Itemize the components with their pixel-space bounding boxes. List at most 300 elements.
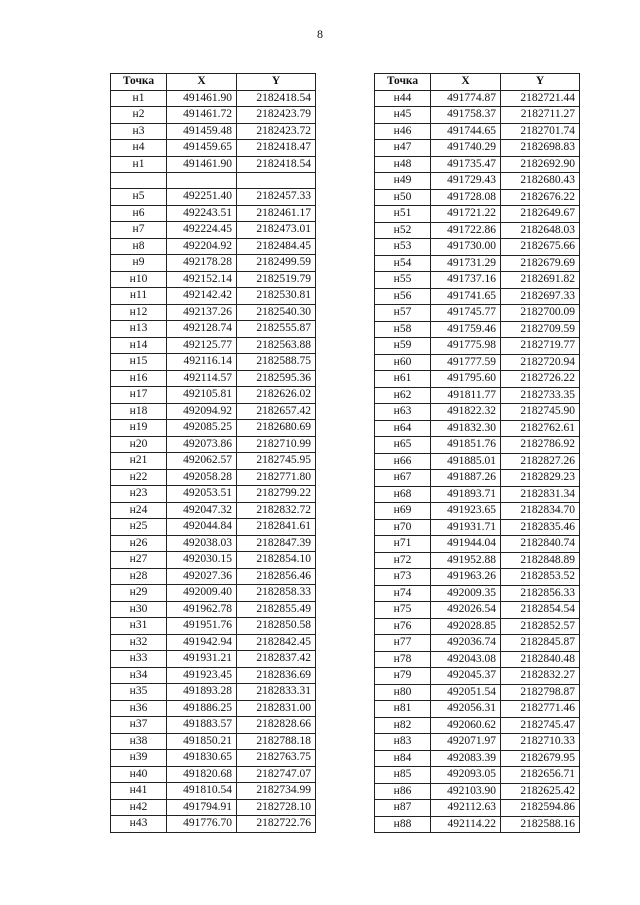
point-cell: н1 [111,90,167,107]
y-cell: 2182799.22 [237,486,316,503]
y-cell: 2182698.83 [501,140,580,157]
point-cell: н2 [111,107,167,124]
point-cell [111,173,167,189]
x-cell: 492030.15 [167,552,237,569]
point-cell: н6 [111,205,167,222]
table-row [375,189,580,206]
x-cell: 492058.28 [167,469,237,486]
x-cell: 491459.65 [167,140,237,157]
table-row [375,602,580,619]
table-row [375,734,580,751]
y-cell: 2182840.48 [501,651,580,668]
point-cell: н30 [111,601,167,618]
point-cell: н23 [111,486,167,503]
x-cell: 491721.22 [431,206,501,223]
table-row [375,272,580,289]
table-row [111,288,316,305]
y-cell: 2182676.22 [501,189,580,206]
x-cell: 491923.45 [167,667,237,684]
x-cell: 492038.03 [167,535,237,552]
y-cell: 2182657.42 [237,403,316,420]
point-cell: н87 [375,800,431,817]
table-row [375,156,580,173]
point-cell: н36 [111,700,167,717]
y-cell: 2182840.74 [501,536,580,553]
x-cell: 491810.54 [167,783,237,800]
table-row [375,222,580,239]
point-cell: н60 [375,354,431,371]
x-cell: 491851.76 [431,437,501,454]
y-cell: 2182771.46 [501,701,580,718]
x-cell: 491735.47 [431,156,501,173]
y-cell: 2182721.44 [501,90,580,107]
y-cell: 2182418.47 [237,140,316,157]
table-row [375,354,580,371]
y-cell: 2182837.42 [237,651,316,668]
table-row [111,271,316,288]
y-cell: 2182854.10 [237,552,316,569]
y-cell: 2182847.39 [237,535,316,552]
point-cell: н34 [111,667,167,684]
header-x: X [167,74,237,91]
y-cell: 2182850.58 [237,618,316,635]
point-cell: н84 [375,750,431,767]
y-cell: 2182484.45 [237,238,316,255]
y-cell: 2182842.45 [237,634,316,651]
point-cell: н32 [111,634,167,651]
y-cell: 2182679.69 [501,255,580,272]
point-cell: н7 [111,222,167,239]
y-cell: 2182530.81 [237,288,316,305]
y-cell: 2182835.46 [501,519,580,536]
point-cell: н31 [111,618,167,635]
table-row [111,436,316,453]
y-cell: 2182828.66 [237,717,316,734]
point-cell: н88 [375,816,431,833]
x-cell: 492093.05 [431,767,501,784]
y-cell: 2182648.03 [501,222,580,239]
point-cell: н80 [375,684,431,701]
table-row [111,799,316,816]
point-cell: н74 [375,585,431,602]
point-cell: н4 [111,140,167,157]
y-cell: 2182832.27 [501,668,580,685]
y-cell: 2182745.47 [501,717,580,734]
y-cell: 2182829.23 [501,470,580,487]
y-cell: 2182856.46 [237,568,316,585]
x-cell: 492071.97 [431,734,501,751]
point-cell: н19 [111,420,167,437]
x-cell: 492204.92 [167,238,237,255]
table-row [375,701,580,718]
point-cell: н10 [111,271,167,288]
y-cell: 2182626.02 [237,387,316,404]
point-cell: н75 [375,602,431,619]
x-cell: 491729.43 [431,173,501,190]
table-row [111,717,316,734]
table-row [111,354,316,371]
x-cell: 491745.77 [431,305,501,322]
y-cell: 2182461.17 [237,205,316,222]
y-cell: 2182726.22 [501,371,580,388]
y-cell: 2182848.89 [501,552,580,569]
y-cell: 2182852.57 [501,618,580,635]
x-cell: 492251.40 [167,189,237,206]
point-cell: н3 [111,123,167,140]
x-cell: 491822.32 [431,404,501,421]
point-cell: н18 [111,403,167,420]
point-cell: н57 [375,305,431,322]
point-cell: н78 [375,651,431,668]
table-row [375,173,580,190]
table-row [375,470,580,487]
x-cell: 492083.39 [431,750,501,767]
table-row [111,684,316,701]
x-cell: 492125.77 [167,337,237,354]
x-cell: 491758.37 [431,107,501,124]
point-cell: н9 [111,255,167,272]
y-cell: 2182691.82 [501,272,580,289]
x-cell: 492114.22 [431,816,501,833]
point-cell: н62 [375,387,431,404]
y-cell: 2182786.92 [501,437,580,454]
table-row [111,601,316,618]
table-row [375,783,580,800]
page-number: 8 [317,27,323,41]
table-row [375,750,580,767]
table-row [111,205,316,222]
table-row [111,140,316,157]
y-cell: 2182680.69 [237,420,316,437]
x-cell: 491832.30 [431,420,501,437]
point-cell: н33 [111,651,167,668]
x-cell: 492043.08 [431,651,501,668]
point-cell: н42 [111,799,167,816]
table-row [111,700,316,717]
table-row [111,486,316,503]
point-cell: н8 [111,238,167,255]
x-cell [167,173,237,189]
table-row [111,783,316,800]
table-header-row [375,74,580,91]
point-cell: н69 [375,503,431,520]
point-cell: н40 [111,766,167,783]
y-cell: 2182856.33 [501,585,580,602]
table-row [111,502,316,519]
y-cell: 2182473.01 [237,222,316,239]
point-cell: н81 [375,701,431,718]
point-cell: н51 [375,206,431,223]
table-row [111,535,316,552]
y-cell: 2182834.70 [501,503,580,520]
point-cell: н39 [111,750,167,767]
point-cell: н15 [111,354,167,371]
table-row [375,569,580,586]
table-row [111,189,316,206]
x-cell: 491820.68 [167,766,237,783]
point-cell: н73 [375,569,431,586]
point-cell: н44 [375,90,431,107]
point-cell: н67 [375,470,431,487]
x-cell: 491722.86 [431,222,501,239]
point-cell: н59 [375,338,431,355]
x-cell: 491777.59 [431,354,501,371]
point-cell: н64 [375,420,431,437]
table-row [375,635,580,652]
y-cell: 2182519.79 [237,271,316,288]
x-cell: 491850.21 [167,733,237,750]
y-cell: 2182745.90 [501,404,580,421]
point-cell: н27 [111,552,167,569]
y-cell: 2182588.16 [501,816,580,833]
y-cell: 2182733.35 [501,387,580,404]
y-cell: 2182722.76 [237,816,316,833]
point-cell: н46 [375,123,431,140]
x-cell: 492009.35 [431,585,501,602]
x-cell: 492009.40 [167,585,237,602]
x-cell: 491951.76 [167,618,237,635]
point-cell: н82 [375,717,431,734]
x-cell: 491759.46 [431,321,501,338]
table-row [111,304,316,321]
x-cell: 492116.14 [167,354,237,371]
x-cell: 491830.65 [167,750,237,767]
header-point: Точка [375,74,431,91]
x-cell: 492062.57 [167,453,237,470]
y-cell: 2182499.59 [237,255,316,272]
table-row [111,750,316,767]
point-cell: н50 [375,189,431,206]
y-cell: 2182697.33 [501,288,580,305]
x-cell: 491728.08 [431,189,501,206]
table-row [111,552,316,569]
x-cell: 491731.29 [431,255,501,272]
point-cell: н28 [111,568,167,585]
y-cell: 2182833.31 [237,684,316,701]
y-cell: 2182555.87 [237,321,316,338]
y-cell: 2182700.09 [501,305,580,322]
x-cell: 491795.60 [431,371,501,388]
x-cell: 491811.77 [431,387,501,404]
table-row [111,238,316,255]
table-row [375,107,580,124]
x-cell: 491737.16 [431,272,501,289]
table-row [375,404,580,421]
y-cell: 2182853.52 [501,569,580,586]
x-cell: 492036.74 [431,635,501,652]
table-row [111,519,316,536]
x-cell: 492112.63 [431,800,501,817]
table-row [111,255,316,272]
point-cell: н24 [111,502,167,519]
x-cell: 492028.85 [431,618,501,635]
y-cell: 2182771.80 [237,469,316,486]
x-cell: 492056.31 [431,701,501,718]
point-cell: н13 [111,321,167,338]
x-cell: 492047.32 [167,502,237,519]
table-row [111,222,316,239]
table-row [375,206,580,223]
table-row [375,420,580,437]
point-cell: н70 [375,519,431,536]
y-cell: 2182457.33 [237,189,316,206]
x-cell: 492114.57 [167,370,237,387]
table-row [111,733,316,750]
x-cell: 492128.74 [167,321,237,338]
table-row [375,486,580,503]
table-row [375,800,580,817]
table-row [375,239,580,256]
point-cell: н85 [375,767,431,784]
table-row [375,305,580,322]
table-row [375,651,580,668]
x-cell: 491944.04 [431,536,501,553]
y-cell: 2182709.59 [501,321,580,338]
y-cell: 2182788.18 [237,733,316,750]
y-cell [237,173,316,189]
table-row [111,107,316,124]
header-y: Y [237,74,316,91]
table-row [111,123,316,140]
x-cell: 492051.54 [431,684,501,701]
point-cell: н79 [375,668,431,685]
point-cell: н86 [375,783,431,800]
x-cell: 491931.21 [167,651,237,668]
y-cell: 2182855.49 [237,601,316,618]
y-cell: 2182720.94 [501,354,580,371]
x-cell: 491774.87 [431,90,501,107]
table-row [375,552,580,569]
table-row [111,403,316,420]
y-cell: 2182845.87 [501,635,580,652]
point-cell: н29 [111,585,167,602]
x-cell: 491741.65 [431,288,501,305]
point-cell: н56 [375,288,431,305]
table-row [375,255,580,272]
x-cell: 492137.26 [167,304,237,321]
x-cell: 492152.14 [167,271,237,288]
x-cell: 492026.54 [431,602,501,619]
table-row [375,288,580,305]
y-cell: 2182854.54 [501,602,580,619]
x-cell: 491883.57 [167,717,237,734]
x-cell: 492103.90 [431,783,501,800]
coordinates-table-right [374,73,580,833]
x-cell: 492142.42 [167,288,237,305]
y-cell: 2182701.74 [501,123,580,140]
y-cell: 2182832.72 [237,502,316,519]
table-row [111,568,316,585]
table-row [375,437,580,454]
y-cell: 2182728.10 [237,799,316,816]
x-cell: 492105.81 [167,387,237,404]
y-cell: 2182680.43 [501,173,580,190]
y-cell: 2182679.95 [501,750,580,767]
point-cell: н68 [375,486,431,503]
table-row [111,816,316,833]
table-row [375,668,580,685]
point-cell: н65 [375,437,431,454]
x-cell: 492243.51 [167,205,237,222]
y-cell: 2182719.77 [501,338,580,355]
x-cell: 491885.01 [431,453,501,470]
table-row [111,453,316,470]
point-cell: н45 [375,107,431,124]
table-row [375,123,580,140]
point-cell: н41 [111,783,167,800]
table-row [111,420,316,437]
point-cell: н76 [375,618,431,635]
table-row [111,156,316,173]
x-cell: 491776.70 [167,816,237,833]
point-cell: н37 [111,717,167,734]
x-cell: 492053.51 [167,486,237,503]
y-cell: 2182625.42 [501,783,580,800]
point-cell: н38 [111,733,167,750]
y-cell: 2182734.99 [237,783,316,800]
y-cell: 2182763.75 [237,750,316,767]
point-cell: н66 [375,453,431,470]
table-row [375,387,580,404]
point-cell: н52 [375,222,431,239]
point-cell: н48 [375,156,431,173]
header-point: Точка [111,74,167,91]
y-cell: 2182563.88 [237,337,316,354]
table-row [375,453,580,470]
table-row [375,767,580,784]
table-row [375,371,580,388]
point-cell: н12 [111,304,167,321]
point-cell: н14 [111,337,167,354]
point-cell: н43 [111,816,167,833]
point-cell: н26 [111,535,167,552]
table-row [111,667,316,684]
x-cell: 491931.71 [431,519,501,536]
table-row [375,338,580,355]
y-cell: 2182418.54 [237,90,316,107]
x-cell: 491952.88 [431,552,501,569]
point-cell: н72 [375,552,431,569]
point-cell: н63 [375,404,431,421]
table-row [111,634,316,651]
table-row [111,766,316,783]
y-cell: 2182656.71 [501,767,580,784]
y-cell: 2182827.26 [501,453,580,470]
table-row [111,90,316,107]
point-cell: н25 [111,519,167,536]
x-cell: 491942.94 [167,634,237,651]
point-cell: н16 [111,370,167,387]
x-cell: 492085.25 [167,420,237,437]
y-cell: 2182762.61 [501,420,580,437]
table-row [375,816,580,833]
point-cell: н17 [111,387,167,404]
x-cell: 491740.29 [431,140,501,157]
x-cell: 491461.90 [167,156,237,173]
point-cell: н71 [375,536,431,553]
y-cell: 2182595.36 [237,370,316,387]
y-cell: 2182831.00 [237,700,316,717]
point-cell: н49 [375,173,431,190]
point-cell: н53 [375,239,431,256]
point-cell: н54 [375,255,431,272]
table-row [111,321,316,338]
x-cell: 492178.28 [167,255,237,272]
point-cell: н20 [111,436,167,453]
x-cell: 492027.36 [167,568,237,585]
x-cell: 491886.25 [167,700,237,717]
point-cell: н22 [111,469,167,486]
